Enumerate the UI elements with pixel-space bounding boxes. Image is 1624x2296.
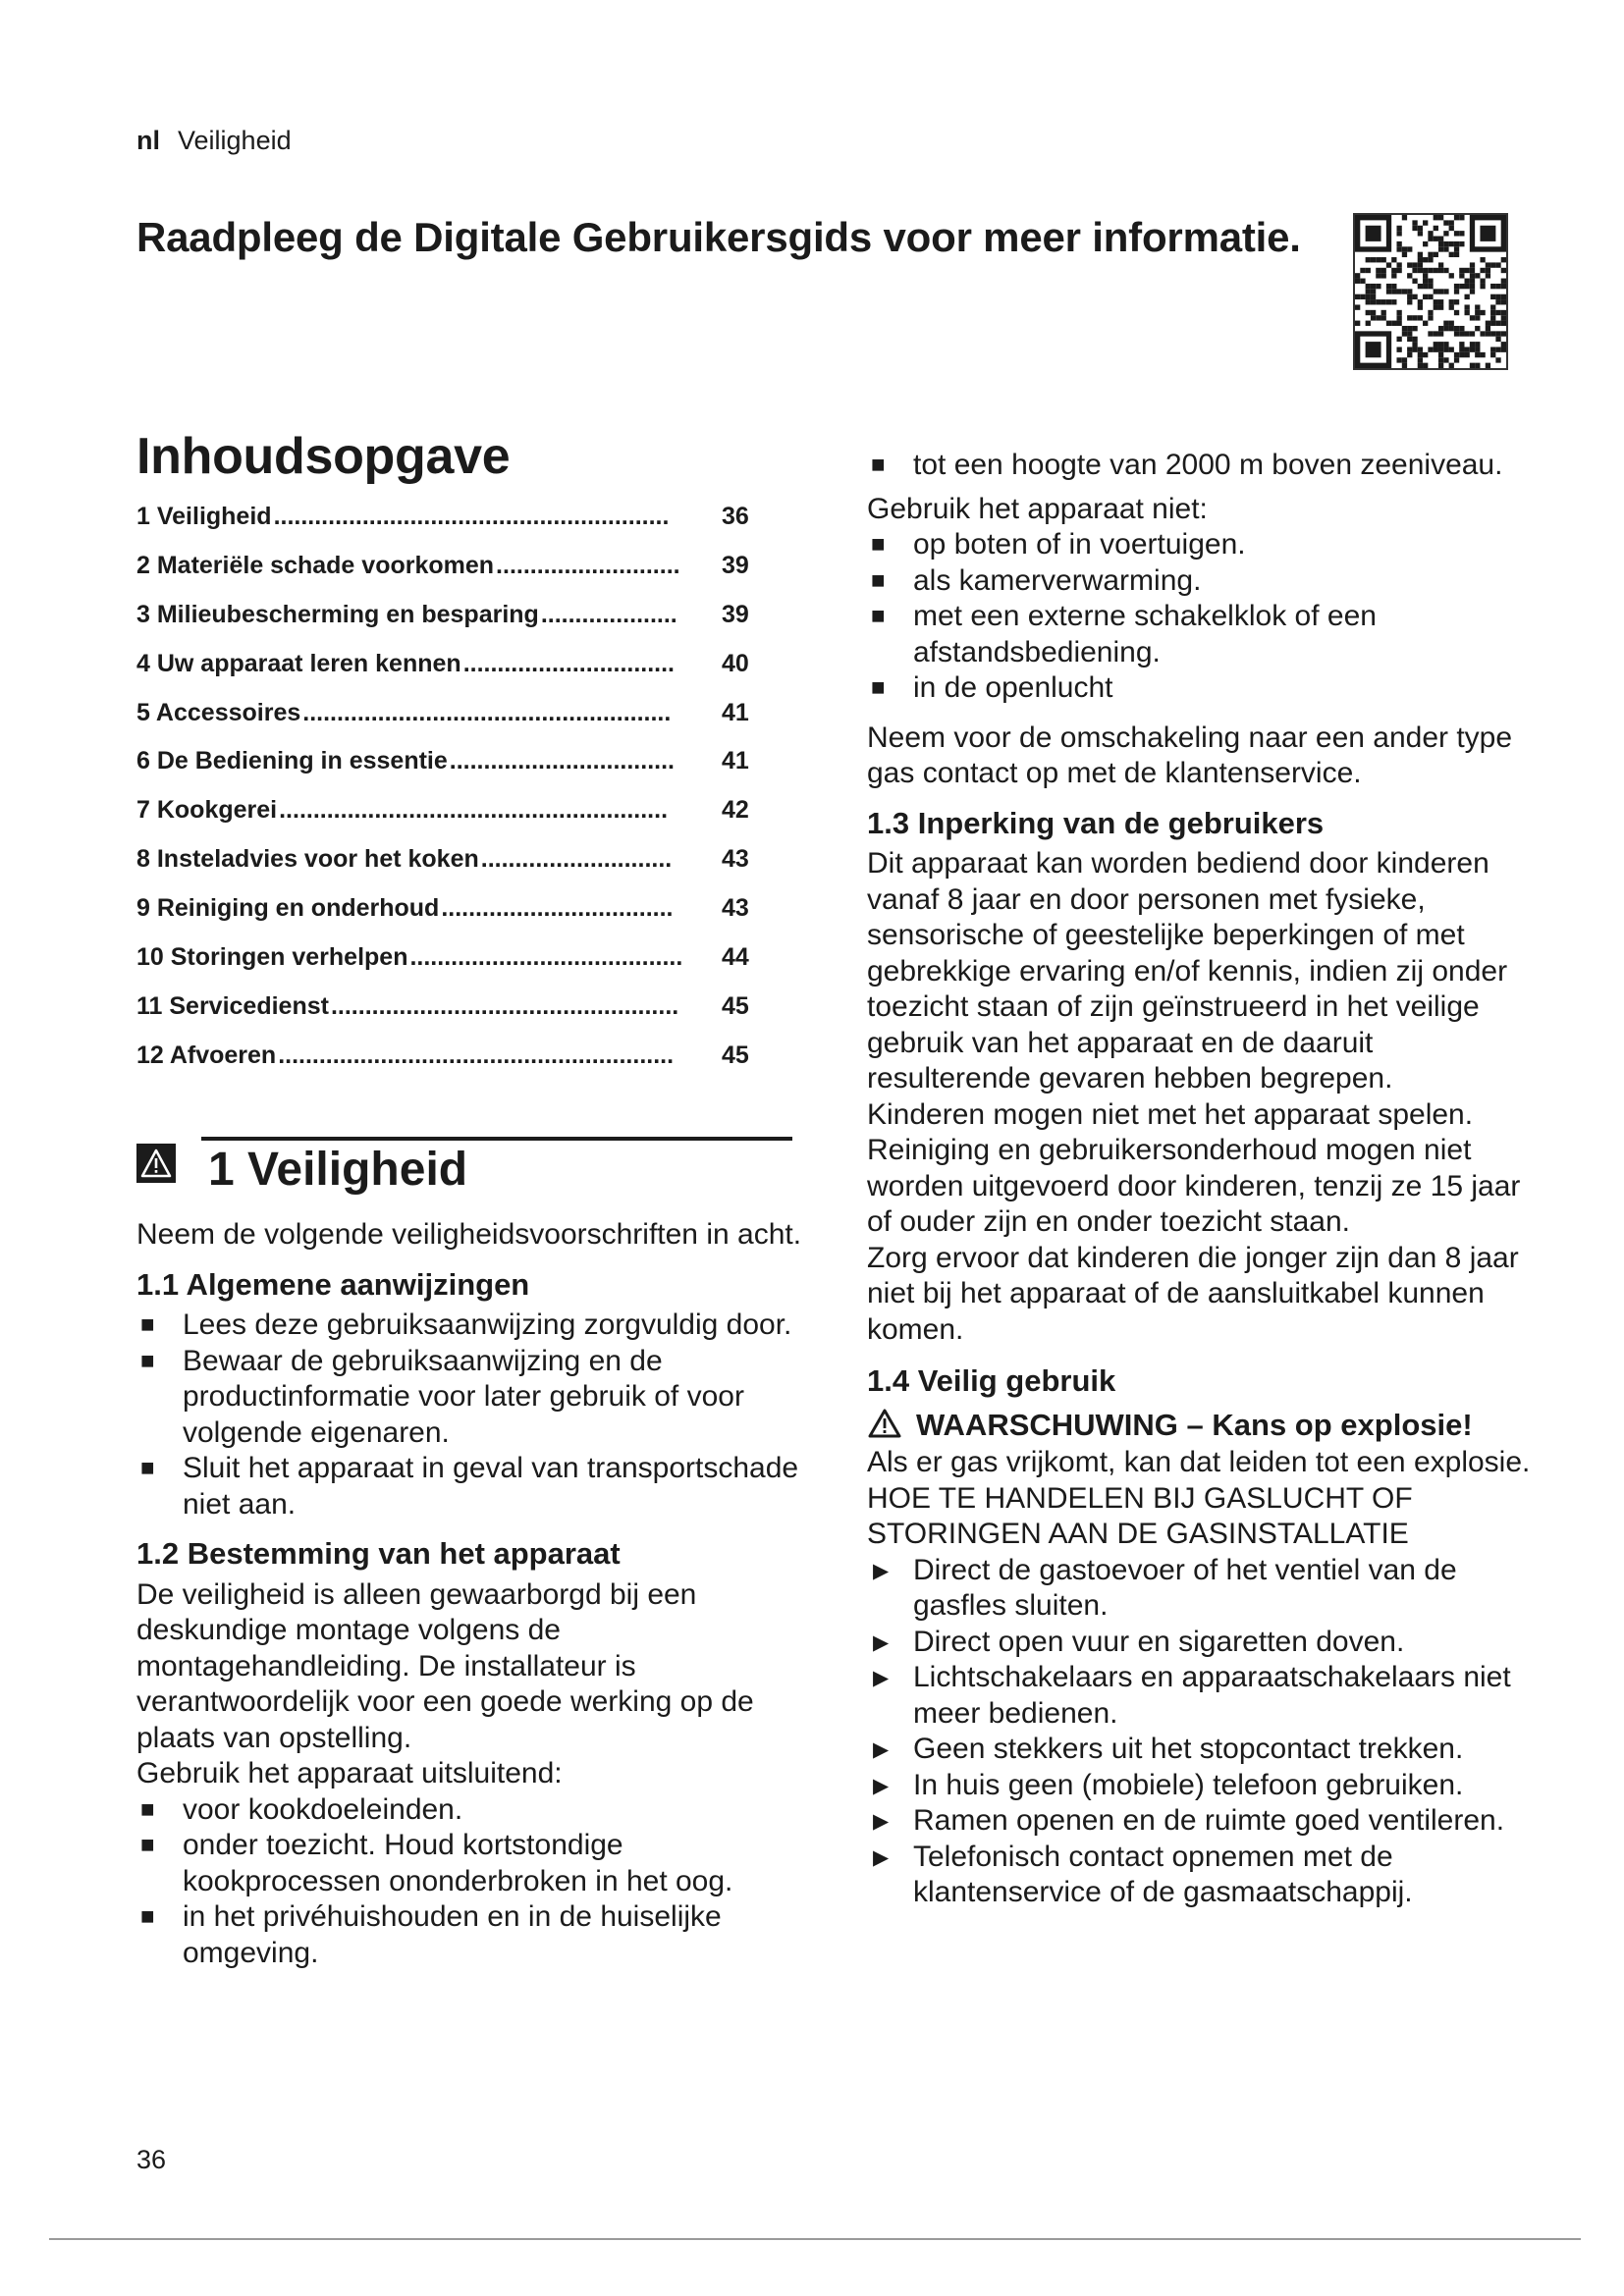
step-marker: ▶ (873, 1738, 890, 1761)
left-column (136, 1217, 804, 1971)
bullet-marker: ■ (871, 452, 886, 478)
paragraph: Neem voor de omschakeling naar een ander type gas contact op met de klantenservice. (867, 721, 1513, 789)
list-item (867, 599, 1535, 670)
toc-item[interactable] (136, 552, 765, 601)
list-item-text: Lichtschakelaars en apparaatschakelaars niet meer bedienen. (913, 1661, 1511, 1730)
paragraph: Als er gas vrijkomt, kan dat leiden tot een explosie. HOE TE HANDELEN BIJ GASLUCHT OF STORINGEN AAN DE GASINSTALLATIE (867, 1446, 1531, 1550)
section-intro: Neem de volgende veiligheidsvoorschriften in acht. (136, 1218, 802, 1251)
bullet-marker: ■ (140, 1455, 155, 1481)
toc-item-title: 2 Materiële schade voorkomen (136, 551, 495, 579)
list-item-text: Direct open vuur en sigaretten doven. (913, 1625, 1405, 1658)
bullet-list (136, 1308, 804, 1522)
list-item-text: tot een hoogte van 2000 m boven zeeniveau. (913, 449, 1503, 481)
list-item (867, 448, 1535, 484)
toc-item-title: 3 Milieubescherming en besparing (136, 600, 539, 628)
list-item-text: in de openlucht (913, 671, 1113, 704)
toc-item[interactable] (136, 747, 765, 796)
bullet-list (136, 1792, 804, 1972)
list-item-text: Telefonisch contact opnemen met de klantenservice of de gasmaatschappij. (913, 1840, 1413, 1908)
list-item-text: Sluit het apparaat in geval van transportschade niet aan. (183, 1452, 799, 1521)
heading-1-3: 1.3 Inperking van de gebruikers (867, 805, 1325, 840)
toc-item-page: 39 (722, 551, 749, 579)
running-header (136, 126, 292, 156)
heading-1-2: 1.2 Bestemming van het apparaat (136, 1536, 621, 1571)
paragraph: Gebruik het apparaat uitsluitend: (136, 1757, 563, 1789)
list-item (867, 527, 1535, 563)
step-list (867, 1553, 1535, 1911)
bullet-marker: ■ (140, 1832, 155, 1858)
list-item-text: Geen stekkers uit het stopcontact trekken. (913, 1733, 1464, 1765)
warning-text: WAARSCHUWING – Kans op explosie! (916, 1407, 1473, 1442)
toc-leader: .................... (540, 600, 677, 628)
toc-item-page: 45 (722, 1041, 749, 1069)
warning-triangle-icon (867, 1408, 902, 1439)
toc-item-page: 43 (722, 894, 749, 923)
list-item-text: Bewaar de gebruiksaanwijzing en de productinformatie voor later gebruik of voor volgende eigenaren. (183, 1344, 744, 1449)
toc-item-page: 42 (722, 796, 749, 825)
list-item (867, 1625, 1535, 1661)
toc-item-title: 8 Insteladvies voor het koken (136, 845, 479, 874)
warning-icon (136, 1144, 176, 1183)
bullet-marker: ■ (871, 531, 886, 558)
list-item-text: Ramen openen en de ruimte goed ventileren. (913, 1804, 1505, 1837)
language-code: nl (136, 126, 160, 155)
toc-item-page: 45 (722, 991, 749, 1020)
header-section: Veiligheid (178, 126, 292, 155)
paragraph: Reiniging en gebruikersonderhoud mogen niet worden uitgevoerd door kinderen, tenzij ze 15 jaar of ouder zijn en onder toezicht staan. (867, 1134, 1521, 1238)
toc-item-title: 1 Veiligheid (136, 503, 272, 530)
list-item (867, 1732, 1535, 1768)
toc-leader: .......................................................... (278, 1041, 675, 1069)
bullet-marker: ■ (140, 1347, 155, 1374)
toc-item[interactable] (136, 992, 765, 1041)
toc-item[interactable] (136, 943, 765, 992)
section-title: 1 Veiligheid (208, 1144, 468, 1196)
list-item (867, 670, 1535, 707)
section-rule (201, 1137, 792, 1141)
heading-1-4: 1.4 Veilig gebruik (867, 1363, 1116, 1398)
step-marker: ▶ (873, 1774, 890, 1797)
toc-item-title: 12 Afvoeren (136, 1041, 277, 1069)
page-number: 36 (136, 2145, 167, 2174)
toc-item[interactable] (136, 894, 765, 943)
list-item (867, 1660, 1535, 1732)
toc-leader: .......................................................... (273, 503, 670, 530)
paragraph: Dit apparaat kan worden bediend door kinderen vanaf 8 jaar en door personen met fysieke, sensorische of geestelijke beperkingen of met gebrekkige ervaring en/of kennis, indien zij onder toezicht staan of zijn geïnstrueerd in het veilige gebruik van het apparaat en de daaruit resulterende gevaren hebben begrepen. (867, 847, 1508, 1095)
toc-item-page: 44 (722, 943, 749, 972)
list-item (136, 1899, 804, 1971)
list-item-text: Direct de gastoevoer of het ventiel van de gasfles sluiten. (913, 1553, 1457, 1622)
toc-leader: ........................................ (409, 943, 683, 972)
bullet-marker: ■ (871, 674, 886, 701)
toc-leader: ...................................................... (302, 698, 672, 726)
digital-guide-title: Raadpleeg de Digitale Gebruikersgids voor meer informatie. (136, 214, 1301, 260)
toc-item[interactable] (136, 796, 765, 845)
qr-code-icon (1353, 213, 1508, 370)
list-item (136, 1828, 804, 1899)
toc-item[interactable] (136, 845, 765, 894)
toc-heading: Inhoudsopgave (136, 428, 511, 485)
list-item-text: voor kookdoeleinden. (183, 1792, 463, 1826)
step-marker: ▶ (873, 1667, 890, 1689)
list-item-text: op boten of in voertuigen. (913, 528, 1246, 561)
footer-rule (49, 2238, 1581, 2240)
step-marker: ▶ (873, 1630, 890, 1654)
paragraph: Gebruik het apparaat niet: (867, 492, 1208, 525)
warning-heading (867, 1408, 1535, 1444)
toc-leader: ........................... (496, 551, 680, 579)
list-item-text: met een externe schakelklok of een afstandsbediening. (913, 600, 1377, 668)
toc-leader: ................................................... (330, 991, 679, 1020)
toc-item-title: 7 Kookgerei (136, 796, 278, 825)
list-item-text: als kamerverwarming. (913, 563, 1202, 597)
step-marker: ▶ (873, 1559, 890, 1582)
toc-item[interactable] (136, 601, 765, 650)
toc-item-page: 39 (722, 600, 749, 628)
bullet-marker: ■ (140, 1903, 155, 1930)
list-item (867, 1768, 1535, 1804)
toc-leader: ............................... (462, 649, 676, 677)
toc-item-page: 36 (722, 503, 749, 530)
toc-item-title: 10 Storingen verhelpen (136, 943, 408, 972)
toc-leader: ............................ (480, 845, 673, 874)
toc-item-page: 41 (722, 698, 749, 726)
toc-leader: .................................. (441, 894, 674, 923)
list-item (136, 1308, 804, 1344)
toc-item-title: 5 Accessoires (136, 698, 301, 726)
list-item (136, 1451, 804, 1522)
toc-item[interactable] (136, 503, 765, 552)
right-column (867, 448, 1535, 1911)
list-item (867, 1840, 1535, 1911)
bullet-list (867, 448, 1535, 484)
heading-1-1: 1.1 Algemene aanwijzingen (136, 1266, 530, 1302)
paragraph: Zorg ervoor dat kinderen die jonger zijn dan 8 jaar niet bij het apparaat of de aansluitkabel kunnen komen. (867, 1241, 1519, 1346)
toc-leader: ................................. (449, 747, 675, 775)
bullet-marker: ■ (871, 566, 886, 594)
toc-item-title: 4 Uw apparaat leren kennen (136, 649, 461, 677)
list-item (867, 1803, 1535, 1840)
toc-item-title: 9 Reiniging en onderhoud (136, 894, 440, 923)
toc-item-title: 6 De Bediening in essentie (136, 747, 448, 775)
toc-item-page: 40 (722, 649, 749, 677)
list-item (136, 1792, 804, 1829)
toc-item-page: 43 (722, 845, 749, 874)
toc-item[interactable] (136, 699, 765, 748)
bullet-marker: ■ (871, 603, 886, 629)
toc-item[interactable] (136, 650, 765, 699)
step-marker: ▶ (873, 1845, 890, 1869)
bullet-marker: ■ (140, 1311, 155, 1338)
bullet-list (867, 527, 1535, 707)
list-item-text: Lees deze gebruiksaanwijzing zorgvuldig door. (183, 1308, 792, 1341)
toc-list (136, 503, 765, 1091)
paragraph: De veiligheid is alleen gewaarborgd bij een deskundige montage volgens de montagehandleiding. De installateur is verantwoordelijk voor een goede werking op de plaats van opstelling. (136, 1577, 754, 1754)
toc-item-title: 11 Servicedienst (136, 991, 329, 1020)
list-item (136, 1344, 804, 1452)
paragraph: Kinderen mogen niet met het apparaat spelen. (867, 1097, 1474, 1131)
toc-item[interactable] (136, 1041, 765, 1091)
toc-leader: ......................................................... (279, 796, 669, 825)
list-item (867, 563, 1535, 600)
step-marker: ▶ (873, 1810, 890, 1833)
list-item-text: onder toezicht. Houd kortstondige kookprocessen ononderbroken in het oog. (183, 1829, 733, 1897)
bullet-marker: ■ (140, 1795, 155, 1823)
list-item-text: In huis geen (mobiele) telefoon gebruiken. (913, 1768, 1464, 1801)
toc-item-page: 41 (722, 747, 749, 775)
list-item-text: in het privéhuishouden en in de huiselijke omgeving. (183, 1900, 722, 1969)
list-item (867, 1553, 1535, 1625)
